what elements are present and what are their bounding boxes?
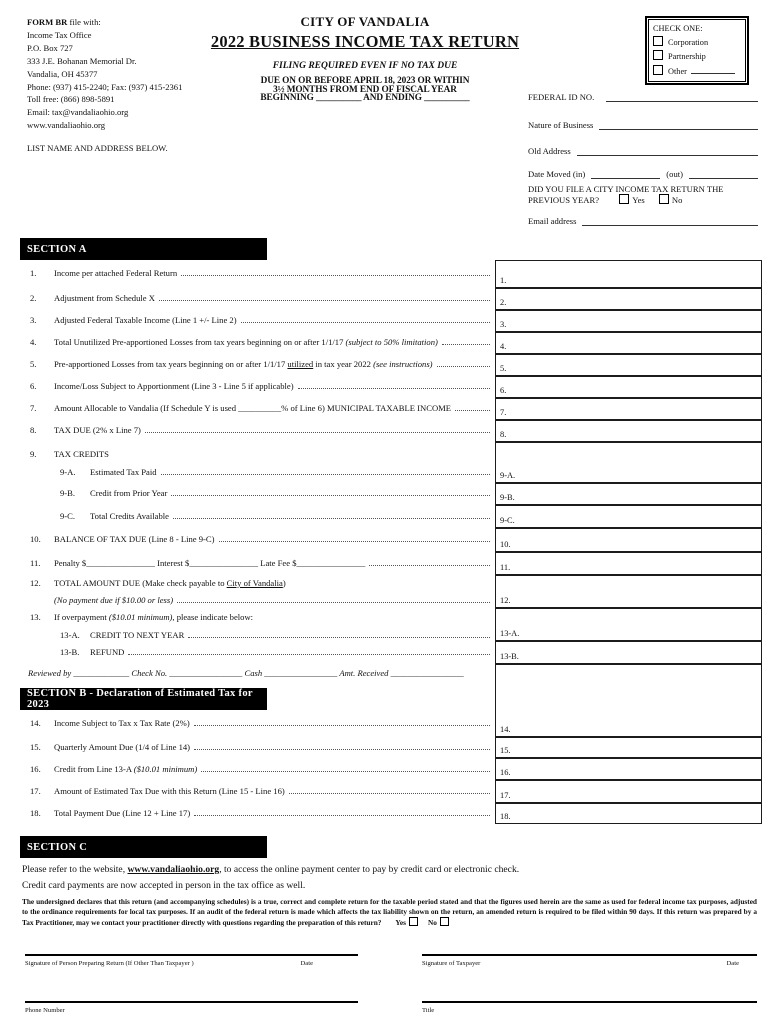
line-item-5: 5. Pre-apportioned Losses from tax years beginning on or after 1/1/17 utilized in tax year 2022 (see instructions) xyxy=(30,359,492,369)
answer-box-16[interactable]: 16. xyxy=(495,758,762,780)
dot-leader xyxy=(128,654,490,655)
entity-type-box xyxy=(645,16,749,85)
title-label: Title xyxy=(422,1007,435,1014)
other-checkbox[interactable] xyxy=(653,65,663,75)
dot-leader xyxy=(241,322,490,323)
preparer-signature-labels: Signature of Person Preparing Return (If Other Than Taxpayer ) Date xyxy=(25,960,313,967)
dot-leader xyxy=(201,771,490,772)
line-item-10: 10. BALANCE OF TAX DUE (Line 8 - Line 9-C) xyxy=(30,534,492,544)
answer-box-9c[interactable]: 9-C. xyxy=(495,505,762,528)
federal-id-field[interactable] xyxy=(606,92,758,102)
line-item-7: 7. Amount Allocable to Vandalia (If Schedule Y is used __________% of Line 6) MUNICIPAL TAXABLE INCOME xyxy=(30,403,492,413)
prior-return-no-checkbox[interactable] xyxy=(659,194,669,204)
city-title: CITY OF VANDALIA xyxy=(300,14,430,29)
line-item-9a: 9-A. Estimated Tax Paid xyxy=(60,467,492,477)
old-address-field[interactable] xyxy=(577,146,758,156)
line-item-9b: 9-B. Credit from Prior Year xyxy=(60,488,492,498)
email-field[interactable] xyxy=(582,216,758,226)
form-info-line: 333 J.E. Bohanan Memorial Dr. xyxy=(27,55,137,66)
dot-leader xyxy=(171,495,490,496)
answer-box-13a[interactable]: 13-A. xyxy=(495,608,762,641)
list-name-instruction: LIST NAME AND ADDRESS BELOW. xyxy=(27,143,168,153)
form-info-line: Phone: (937) 415-2240; Fax: (937) 415-2361 xyxy=(27,81,183,92)
answer-box-12[interactable]: 12. xyxy=(495,575,762,608)
old-address-row: Old Address xyxy=(528,146,758,156)
payment-info-line-2: Credit card payments are now accepted in person in the tax office as well. xyxy=(22,880,306,891)
fiscal-year-blanks[interactable]: BEGINNING __________ AND ENDING __________ xyxy=(260,93,470,104)
partnership-checkbox[interactable] xyxy=(653,50,663,60)
other-blank[interactable] xyxy=(691,64,735,74)
line-item-16: 16. Credit from Line 13-A ($10.01 minimum) xyxy=(30,764,492,774)
line-item-12-note: (No payment due if $10.00 or less) xyxy=(30,595,492,605)
dot-leader xyxy=(188,637,490,638)
checkbox-row-corporation[interactable]: Corporation xyxy=(653,36,741,50)
taxpayer-signature-labels: Signature of Taxpayer Date xyxy=(422,960,739,967)
dot-leader xyxy=(161,474,490,475)
answer-box-5[interactable]: 5. xyxy=(495,354,762,376)
date-moved-row: Date Moved (in) (out) xyxy=(528,169,758,179)
line-item-1: 1. Income per attached Federal Return xyxy=(30,268,492,278)
dot-leader xyxy=(442,344,490,345)
section-b-header: SECTION B - Declaration of Estimated Tax for 2023 xyxy=(20,688,267,710)
prior-return-question: DID YOU FILE A CITY INCOME TAX RETURN THE PREVIOUS YEAR? Yes No xyxy=(528,184,724,205)
answer-box-2[interactable]: 2. xyxy=(495,288,762,310)
answer-box-14[interactable]: 14. xyxy=(495,664,762,737)
line-item-3: 3. Adjusted Federal Taxable Income (Line 1 +/- Line 2) xyxy=(30,315,492,325)
line-item-6: 6. Income/Loss Subject to Apportionment (Line 3 - Line 5 if applicable) xyxy=(30,381,492,391)
line-item-14: 14. Income Subject to Tax x Tax Rate (2%) xyxy=(30,718,492,728)
line-item-13b: 13-B. REFUND xyxy=(60,647,492,657)
date-moved-in-field[interactable] xyxy=(591,169,660,179)
answer-box-1[interactable]: 1. xyxy=(495,260,762,288)
dot-leader xyxy=(177,602,490,603)
dot-leader xyxy=(181,275,490,276)
line-item-4: 4. Total Unutilized Pre-apportioned Losses from tax years beginning on or after 1/1/17 (subject to 50% limitation) xyxy=(30,337,492,347)
answer-box-10[interactable]: 10. xyxy=(495,528,762,552)
section-a-header: SECTION A xyxy=(20,238,267,260)
form-info-line: P.O. Box 727 xyxy=(27,42,73,53)
answer-box-3[interactable]: 3. xyxy=(495,310,762,332)
line-item-2: 2. Adjustment from Schedule X xyxy=(30,293,492,303)
taxpayer-signature-line[interactable] xyxy=(422,954,757,957)
email-row: Email address xyxy=(528,216,758,226)
line-item-12: 12. TOTAL AMOUNT DUE (Make check payable to City of Vandalia) xyxy=(30,578,286,588)
due-date-note: DUE ON OR BEFORE APRIL 18, 2023 OR WITHIN 3½ MONTHS FROM END OF FISCAL YEAR BEGINNING __________ AND ENDING __________ xyxy=(185,77,545,103)
preparer-signature-line[interactable] xyxy=(25,954,358,957)
answer-box-7[interactable]: 7. xyxy=(495,398,762,420)
line-item-13: 13. If overpayment ($10.01 minimum), please indicate below: xyxy=(30,612,254,622)
practitioner-yes-checkbox[interactable] xyxy=(409,917,418,926)
practitioner-no-checkbox[interactable] xyxy=(440,917,449,926)
check-one-title: CHECK ONE: xyxy=(653,24,703,33)
line-item-13a: 13-A. CREDIT TO NEXT YEAR xyxy=(60,630,492,640)
answer-box-13b[interactable]: 13-B. xyxy=(495,641,762,664)
date-moved-out-field[interactable] xyxy=(689,169,758,179)
dot-leader xyxy=(173,518,490,519)
dot-leader xyxy=(194,749,490,750)
dot-leader xyxy=(455,410,490,411)
prior-return-yes-checkbox[interactable] xyxy=(619,194,629,204)
answer-box-9a[interactable]: 9-A. xyxy=(495,442,762,483)
dot-leader xyxy=(219,541,490,542)
line-item-9: 9. TAX CREDITS xyxy=(30,449,109,459)
dot-leader xyxy=(369,565,490,566)
form-info-line: Income Tax Office xyxy=(27,29,92,40)
line-item-9c: 9-C. Total Credits Available xyxy=(60,511,492,521)
section-c-header: SECTION C xyxy=(20,836,267,858)
declaration-paragraph: The undersigned declares that this return (and accompanying schedules) is a true, correct and complete return for the taxable period stated and that the figures used herein are the same as used for federal income tax purposes, adjusted to the ordinance requirements for local tax purposes. If an audit of the federal return is made which affects the tax liability shown on the return, an amended return is required to be filed within 90 days. If this return was prepared by a Tax Practitioner, may we contact your practitioner directly with questions regarding the preparation of this return? Yes No xyxy=(22,897,757,927)
corporation-checkbox[interactable] xyxy=(653,36,663,46)
line-item-8: 8. TAX DUE (2% x Line 7) xyxy=(30,425,492,435)
title-line[interactable] xyxy=(422,1001,757,1004)
page-title: 2022 BUSINESS INCOME TAX RETURN xyxy=(210,32,520,51)
checkbox-row-other[interactable]: Other xyxy=(653,64,741,79)
answer-box-17[interactable]: 17. xyxy=(495,780,762,803)
filing-note: FILING REQUIRED EVEN IF NO TAX DUE xyxy=(272,61,458,71)
form-info-line: Vandalia, OH 45377 xyxy=(27,68,98,79)
line-item-15: 15. Quarterly Amount Due (1/4 of Line 14) xyxy=(30,742,492,752)
dot-leader xyxy=(194,725,490,726)
federal-id-row: FEDERAL ID NO. xyxy=(528,92,758,102)
answer-box-4[interactable]: 4. xyxy=(495,332,762,354)
line-item-18: 18. Total Payment Due (Line 12 + Line 17) xyxy=(30,808,492,818)
answer-box-8[interactable]: 8. xyxy=(495,420,762,442)
dot-leader xyxy=(437,366,490,367)
form-info-line: Toll free: (866) 898-5891 xyxy=(27,94,115,105)
phone-number-label: Phone Number xyxy=(25,1007,65,1014)
answer-box-15[interactable]: 15. xyxy=(495,737,762,758)
answer-box-11[interactable]: 11. xyxy=(495,552,762,575)
nature-of-business-row: Nature of Business xyxy=(528,120,758,130)
checkbox-row-partnership[interactable]: Partnership xyxy=(653,50,741,64)
dot-leader xyxy=(145,432,490,433)
phone-number-line[interactable] xyxy=(25,1001,358,1004)
payment-info-line-1: Please refer to the website, www.vandaliaohio.org, to access the online payment center to pay by credit card or electronic check. xyxy=(22,864,520,875)
answer-box-9b[interactable]: 9-B. xyxy=(495,483,762,505)
title-block xyxy=(185,14,545,103)
line-item-11[interactable]: 11. Penalty $________________ Interest $________________ Late Fee $________________ xyxy=(30,558,492,568)
dot-leader xyxy=(159,300,490,301)
dot-leader xyxy=(289,793,490,794)
form-info-block xyxy=(27,16,182,132)
office-use-line[interactable]: Reviewed by _____________ Check No. _________________ Cash _________________ Amt. Received _________________ xyxy=(28,668,464,678)
line-item-17: 17. Amount of Estimated Tax Due with this Return (Line 15 - Line 16) xyxy=(30,786,492,796)
nature-of-business-field[interactable] xyxy=(599,120,758,130)
form-info-line: www.vandaliaohio.org xyxy=(27,120,106,131)
form-info-line: Email: tax@vandaliaohio.org xyxy=(27,107,129,118)
answer-box-18[interactable]: 18. xyxy=(495,803,762,824)
dot-leader xyxy=(194,815,490,816)
answer-box-6[interactable]: 6. xyxy=(495,376,762,398)
dot-leader xyxy=(298,388,490,389)
form-info-line: FORM BR file with: xyxy=(27,17,101,27)
